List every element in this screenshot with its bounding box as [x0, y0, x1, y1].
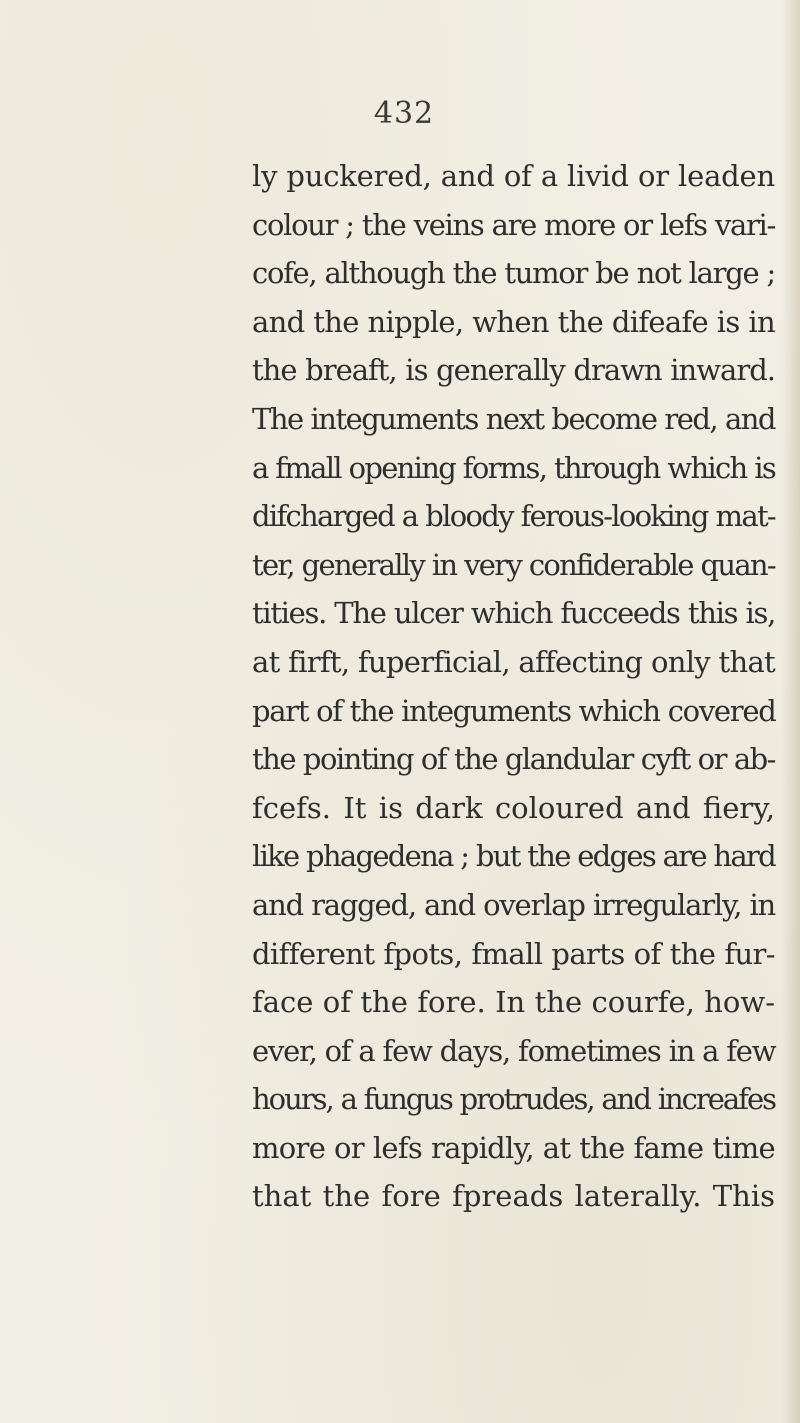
page-edge-shadow: [782, 0, 800, 1423]
text-line: that the fore fpreads laterally. This: [252, 1179, 775, 1214]
text-line: different fpots, fmall parts of the fur-: [252, 936, 775, 971]
text-line: the breaft, is generally drawn inward.: [252, 353, 775, 388]
text-line: at firft, fuperficial, affecting only that: [252, 644, 775, 679]
text-line: colour ; the veins are more or lefs vari-: [252, 207, 775, 242]
text-line: fcefs. It is dark coloured and fiery,: [252, 790, 775, 825]
text-line: hours, a fungus protrudes, and increafes: [252, 1082, 775, 1117]
text-line: tities. The ulcer which fucceeds this is,: [252, 596, 775, 631]
body-text: [252, 152, 775, 1221]
text-line: the pointing of the glandular cyft or ab-: [252, 742, 775, 777]
text-line: like phagedena ; but the edges are hard: [252, 839, 775, 874]
text-line: ever, of a few days, fometimes in a few: [252, 1033, 776, 1068]
text-line: face of the fore. In the courfe, how-: [252, 985, 775, 1020]
text-line: and the nipple, when the difeafe is in: [252, 304, 775, 339]
text-line: ter, generally in very confiderable quan-: [252, 547, 775, 582]
text-line: ly puckered, and of a livid or leaden: [252, 159, 775, 193]
text-line: and ragged, and overlap irregularly, in: [252, 887, 775, 922]
page-number: 432: [373, 96, 435, 131]
text-line: a fmall opening forms, through which is: [252, 450, 775, 485]
text-line: cofe, although the tumor be not large ;: [252, 256, 775, 291]
text-line: The integuments next become red, and: [252, 401, 775, 436]
text-line: more or lefs rapidly, at the fame time: [252, 1130, 775, 1165]
text-line: part of the integuments which covered: [252, 693, 776, 728]
text-line: difcharged a bloody ferous-looking mat-: [252, 499, 775, 534]
